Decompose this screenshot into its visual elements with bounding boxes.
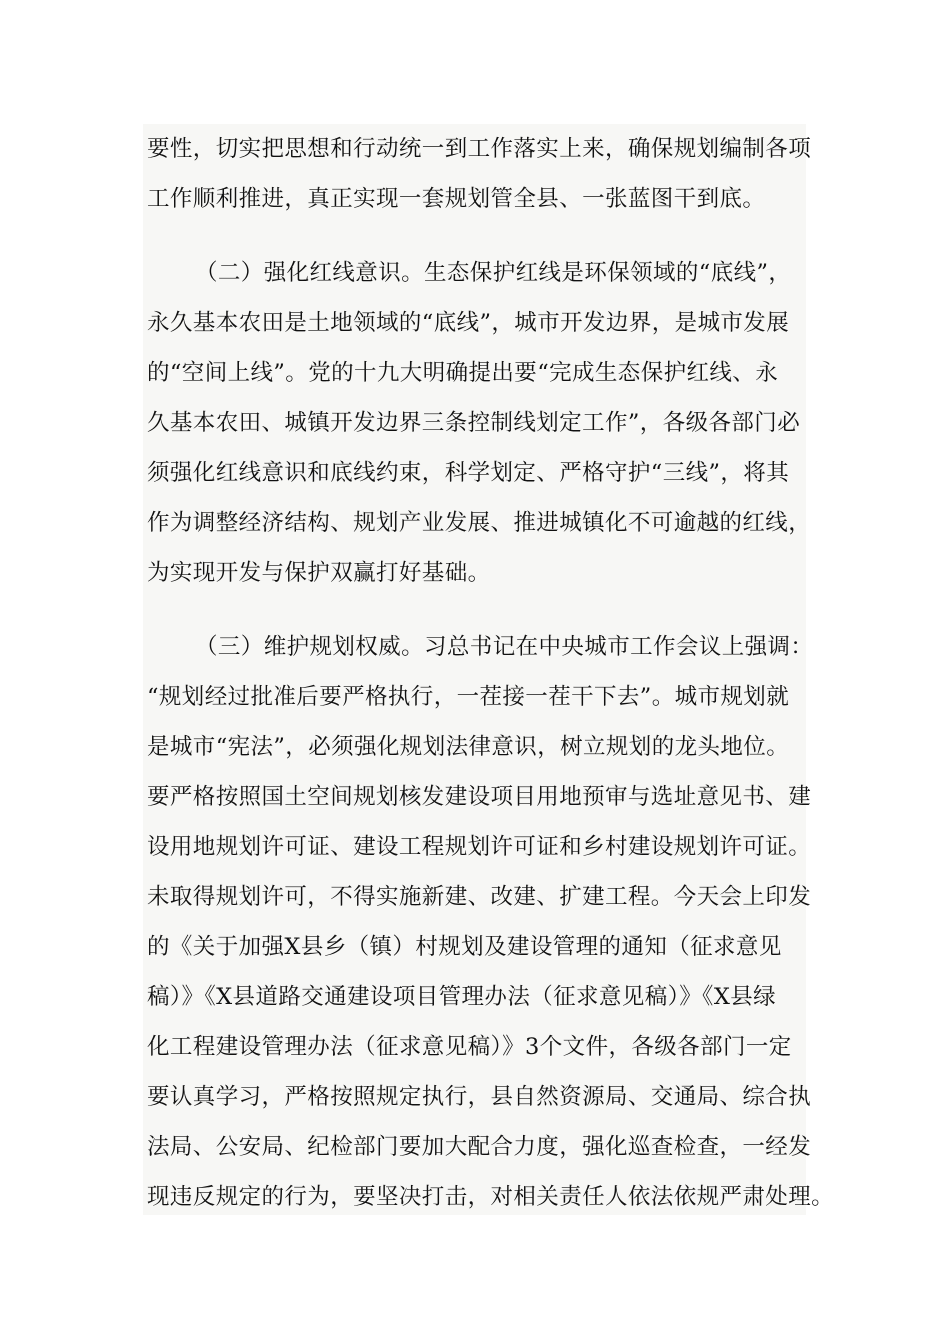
paragraph-line: 的“空间上线”。党的十九大明确提出要“完成生态保护红线、永 [147, 360, 779, 386]
paragraph-line: 要认真学习，严格按照规定执行，县自然资源局、交通局、综合执 [147, 1084, 812, 1110]
paragraph-line: 的《关于加强X县乡（镇）村规划及建设管理的通知（征求意见 [147, 934, 782, 960]
section-heading-line: （三）维护规划权威。习总书记在中央城市工作会议上强调： [195, 634, 814, 660]
paragraph-line: 工作顺利推进，真正实现一套规划管全县、一张蓝图干到底。 [147, 186, 766, 212]
paragraph-line: 永久基本农田是土地领域的“底线”，城市开发边界，是城市发展 [147, 310, 790, 336]
paragraph-line: 是城市“宪法”，必须强化规划法律意识，树立规划的龙头地位。 [147, 734, 790, 760]
paragraph-line: 稿）》《X县道路交通建设项目管理办法（征求意见稿）》《X县绿 [147, 984, 777, 1010]
section-heading-line: （二）强化红线意识。生态保护红线是环保领域的“底线”， [195, 260, 792, 286]
paragraph-line: 要性，切实把思想和行动统一到工作落实上来，确保规划编制各项 [147, 136, 812, 162]
paragraph-line: 为实现开发与保护双赢打好基础。 [147, 560, 491, 586]
paragraph-line: 设用地规划许可证、建设工程规划许可证和乡村建设规划许可证。 [147, 834, 812, 860]
paragraph-line: 要严格按照国土空间规划核发建设项目用地预审与选址意见书、建 [147, 784, 812, 810]
paragraph-line: 须强化红线意识和底线约束，科学划定、严格守护“三线”，将其 [147, 460, 790, 486]
paragraph-line: 化工程建设管理办法（征求意见稿）》3个文件，各级各部门一定 [147, 1034, 792, 1060]
paragraph-line: 法局、公安局、纪检部门要加大配合力度，强化巡查检查，一经发 [147, 1134, 812, 1160]
document-body [143, 124, 835, 1215]
paragraph-line: 作为调整经济结构、规划产业发展、推进城镇化不可逾越的红线， [147, 510, 812, 536]
paragraph-line: “规划经过批准后要严格执行，一茬接一茬干下去”。城市规划就 [147, 684, 790, 710]
paragraph-line: 现违反规定的行为，要坚决打击，对相关责任人依法依规严肃处理。 [147, 1184, 835, 1210]
paragraph-line: 久基本农田、城镇开发边界三条控制线划定工作”，各级各部门必 [147, 410, 801, 436]
paragraph-line: 未取得规划许可，不得实施新建、改建、扩建工程。今天会上印发 [147, 884, 812, 910]
